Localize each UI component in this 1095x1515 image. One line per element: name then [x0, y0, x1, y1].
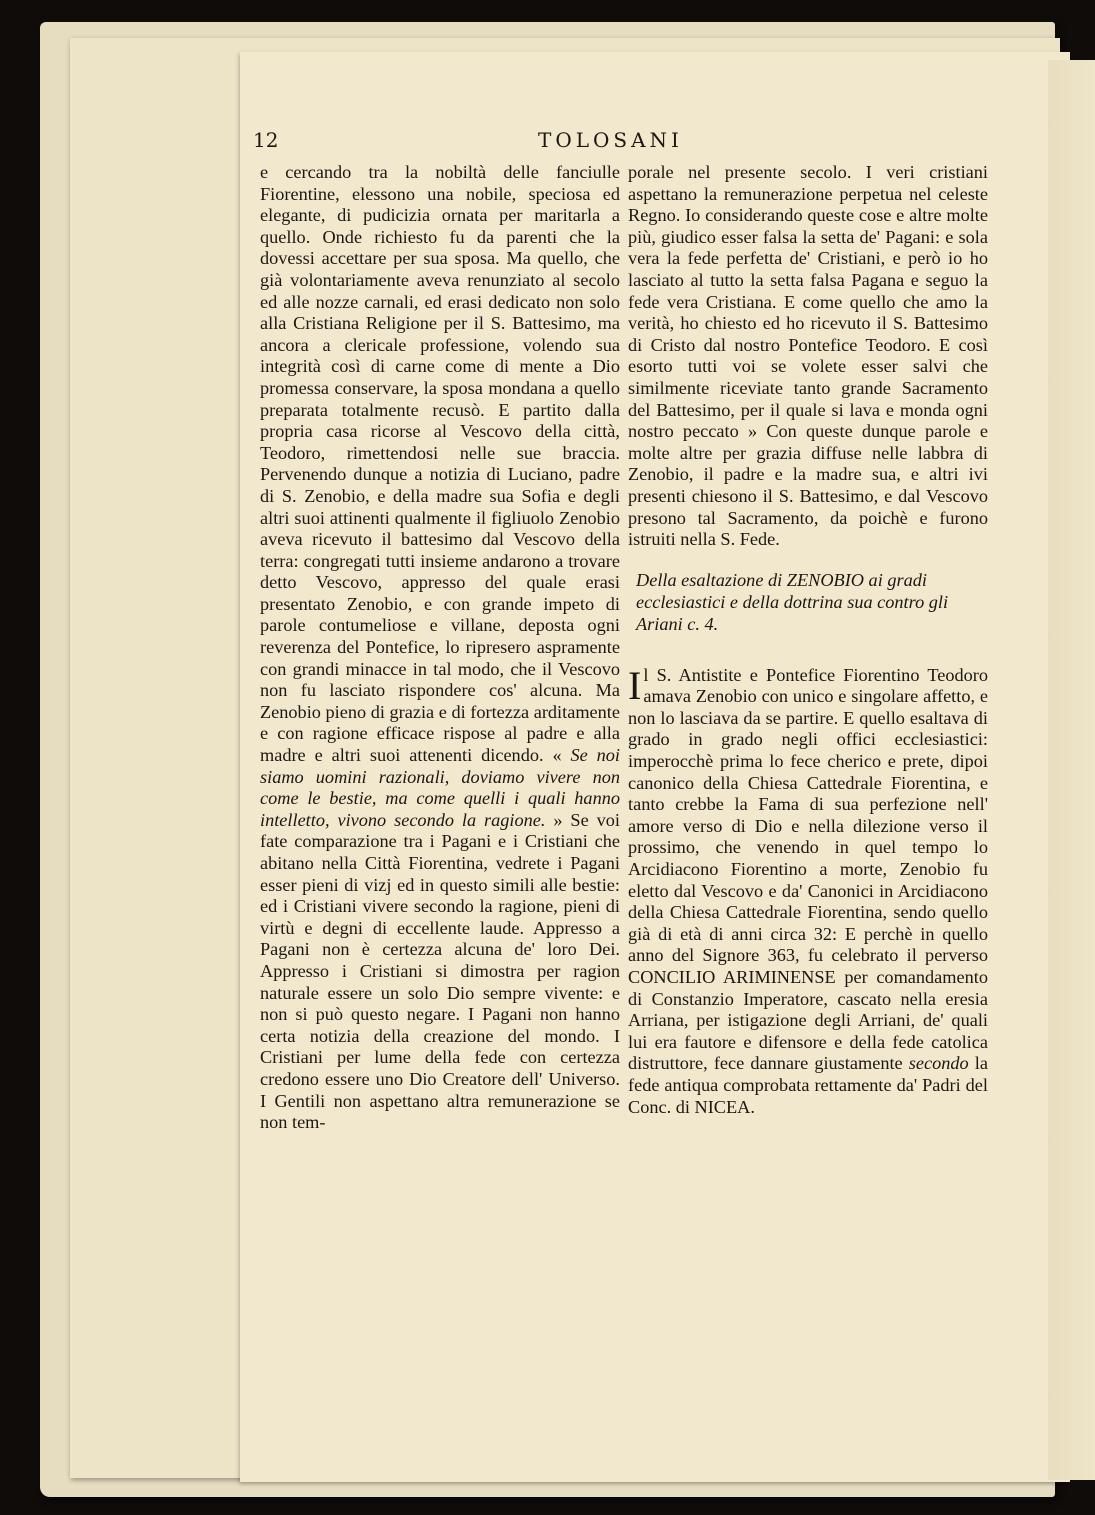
drop-cap: I: [628, 662, 642, 708]
left-column: [260, 162, 620, 1134]
facing-page-edge: [1048, 60, 1095, 1480]
right-paragraph-continued: porale nel presente secolo. I veri cristiani aspettano la remunerazione perpetua nel celeste Regno. Io considerando queste cose e altre molte più, giudico esser falsa la setta de' Pagani: e sola vera la fede perfetta de' Cristiani, e però io ho lasciato al tutto la setta falsa Pagana e seguo la fede vera Cristiana. E come quello che amo la verità, ho chiesto ed ho ricevuto il S. Battesimo di Cristo dal nostro Pontefice Teodoro. E così esorto tutti voi se volete esser salvi che similmente riceviate tanto grande Sacramento del Battesimo, per il quale si lava e monda ogni nostro peccato » Con queste dunque parole e molte altre per grazia diffuse nelle labbra di Zenobio, il padre e la madre sua, e altri ivi presenti chiesono il S. Battesimo, e dal Vescovo presono tal Sacramento, da poichè e furono istruiti nella S. Fede.: [628, 162, 988, 550]
chapter-heading: Della esaltazione di ZENOBIO ai gradi ecclesiastici e della dottrina sua contro gli Ariani c. 4.: [636, 569, 949, 634]
running-header: [253, 128, 993, 160]
chapter-text-italic: secondo: [908, 1053, 969, 1074]
left-text-before-quote: e cercando tra la nobiltà delle fanciulle Fiorentine, elessono una nobile, speciosa ed elegante, di pudicizia ornata per maritarla a quello. Onde richiesto fu da parenti che la dovessi accettare per sua sposa. Ma quello, che già volontariamente aveva renunziato al secolo ed alle nozze carnali, ed erasi dedicato non solo alla Cristiana Religione per il S. Battesimo, ma ancora a clericale professione, volendo sua integrità così di carne come di mente a Dio promessa conservare, la sposa mondana a quello preparata totalmente recusò. E partito dalla propria casa ricorse al Vescovo della città, Teodoro, rimettendosi nelle sue braccia. Pervenendo dunque a notizia di Luciano, padre di S. Zenobio, e della madre sua Sofia e degli altri suoi attinenti qualmente il figliuolo Zenobio aveva ricevuto il battesimo dal Vescovo della terra: congregati tutti insieme andarono a trovare detto Vescovo, appresso del quale erasi presentato Zenobio, e con grande impeto di parole contumeliose e villane, deposta ogni reverenza del Pontefice, lo ripresero aspramente con grandi minacce in tal modo, che il Vescovo non fu lasciato rispondere cos' alcuna. Ma Zenobio pieno di grazia e di fortezza arditamente e con ragione efficace rispose al padre e alla madre e altri suoi attenenti dicendo. «: [260, 162, 620, 766]
left-paragraph: [260, 162, 620, 1134]
left-text-after-quote: » Se voi fate comparazione tra i Pagani e i Cristiani che abitano nella Città Fiorentina, vedrete i Pagani esser pieni di vizj ed in questo simili alle bestie: ed i Cristiani vivere secondo la ragione, pieni di virtù e degni di eccellente laude. Appresso a Pagani non è certezza alcuna de' loro Dei. Appresso i Cristiani si dimostra per ragion naturale essere un solo Dio sempre vivente: e non si può questo negare. I Pagani non hanno certa notizia della creazione del mondo. I Cristiani per lume della fede con certezza credono essere uno Dio Creatore dell' Universo. I Gentili non aspettano altra remunerazione se non tem-: [260, 809, 620, 1133]
running-title: TOLOSANI: [538, 128, 683, 152]
zenobio-quote: Se noi siamo uomini razionali, doviamo vivere non come le bestie, ma come quelli i quali hanno intelletto, vivono secondo la ragione.: [260, 745, 621, 830]
chapter-text-1: l S. Antistite e Pontefice Fiorentino Teodoro amava Zenobio con unico e singolare affetto, e non lo lasciava da se partire. E quello esaltava di grado in grado negli offici ecclesiastici: imperocchè prima lo fece cherico e prete, dipoi canonico della Chiesa Cattedrale Fiorentina, e tanto crebbe la Fama di sua perfezione nell' amore verso di Dio e nella dilezione verso il prossimo, che venendo in quel tempo lo Arcidiacono Fiorentino a morte, Zenobio fu eletto dal Vescovo e da' Canonici in Arcidiacono della Chiesa Cattedrale Fiorentina, sendo quello già di età di anni circa 32: E perchè in quello anno del Signore 363, fu celebrato il perverso CONCILIO ARIMINENSE per comandamento di Constanzio Imperatore, cascato nella eresia Arriana, per istigazione degli Arriani, de' quali lui era fautore e difensore e della fede catolica distruttore, fece dannare giustamente: [628, 664, 988, 1074]
chapter-text-2: la fede antiqua comprobata rettamente da' Padri del Conc. di NICEA.: [628, 1053, 988, 1117]
right-column: [628, 162, 988, 1118]
page-number: 12: [253, 128, 279, 152]
chapter-paragraph: [628, 662, 988, 1118]
